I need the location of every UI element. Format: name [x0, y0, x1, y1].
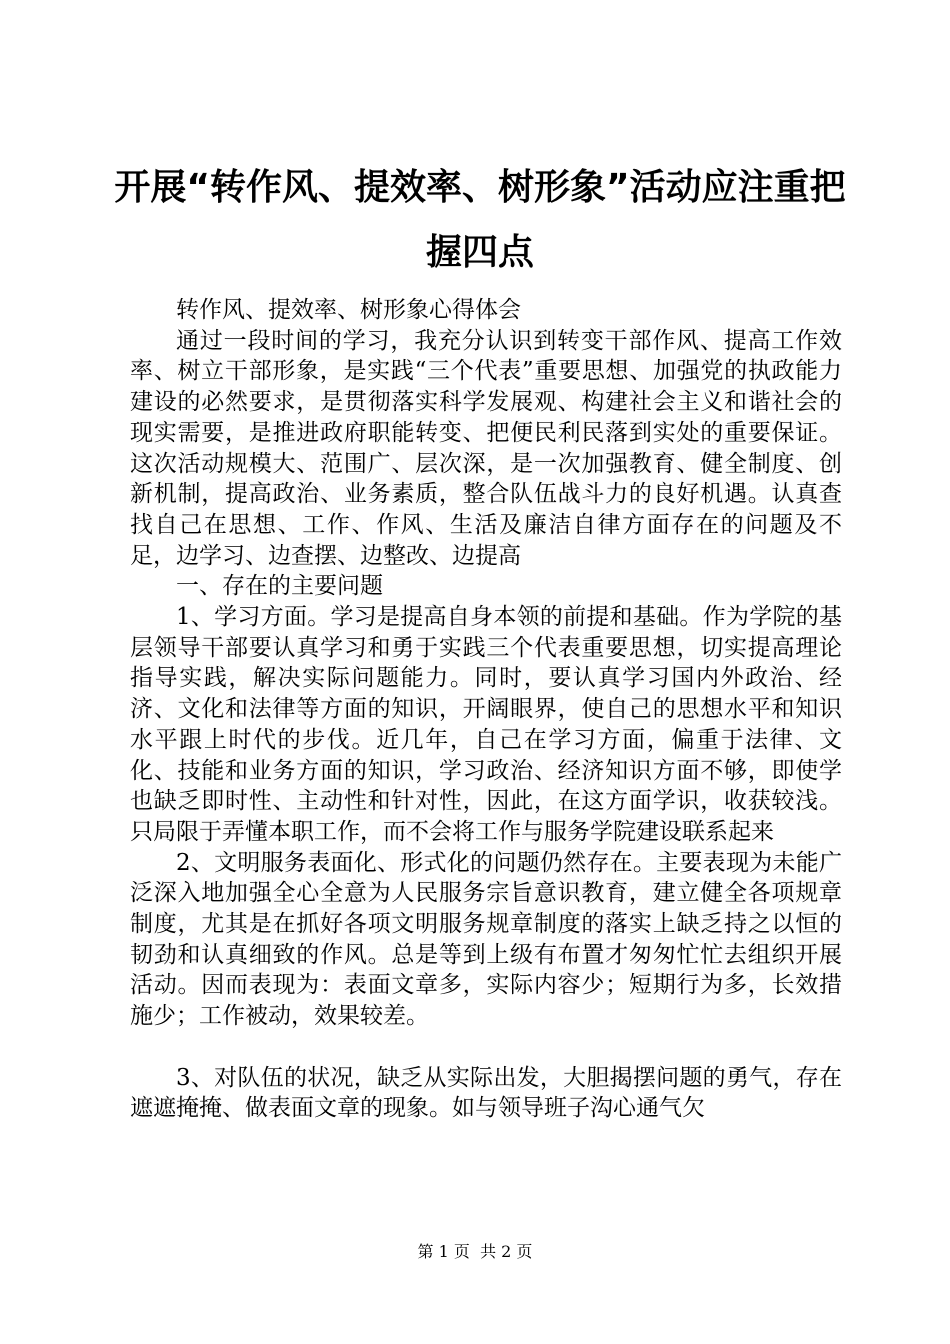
section-heading: 一、存在的主要问题 — [176, 573, 383, 600]
page-footer — [0, 1242, 950, 1262]
paragraph-team: 3、对队伍的状况，缺乏从实际出发，大胆揭摆问题的勇气，存在遮遮掩掩、做表面文章的现象。如与领导班子沟心通气欠 — [130, 1064, 842, 1122]
document-body — [130, 295, 842, 1124]
intro-paragraph: 通过一段时间的学习，我充分认识到转变干部作风、提高工作效率、树立干部形象，是实践“三个代表”重要思想、加强党的执政能力建设的必然要求，是贯彻落实科学发展观、构建社会主义和谐社会的现实需要，是推进政府职能转变、把便民利民落到实处的重要保证。这次活动规模大、范围广、层次深，是一次加强教育、健全制度、创新机制，提高政治、业务素质，整合队伍战斗力的良好机遇。认真查找自己在思想、工作、作风、生活及廉洁自律方面存在的问题及不足，边学习、边查摆、边整改、边提高 — [130, 327, 842, 569]
document-title: 开展“转作风、提效率、树形象”活动应注重把握四点 — [114, 167, 846, 273]
subtitle-paragraph: 转作风、提效率、树形象心得体会 — [176, 297, 521, 323]
paragraph-study: 1、学习方面。学习是提高自身本领的前提和基础。作为学院的基层领导干部要认真学习和勇于实践三个代表重要思想，切实提高理论指导实践，解决实际问题能力。同时，要认真学习国内外政治、经济、文化和法律等方面的知识，开阔眼界，使自己的思想水平和知识水平跟上时代的步伐。近几年，自己在学习方面，偏重于法律、文化、技能和业务方面的知识，学习政治、经济知识方面不够，即使学也缺乏即时性、主动性和针对性，因此，在这方面学识，收获较浅。只局限于弄懂本职工作，而不会将工作与服务学院建设联系起来 — [130, 604, 842, 845]
page-number: 第 1 页 共 2 页 — [417, 1242, 533, 1261]
paragraph-service: 2、文明服务表面化、形式化的问题仍然存在。主要表现为未能广泛深入地加强全心全意为人民服务宗旨意识教育，建立健全各项规章制度，尤其是在抓好各项文明服务规章制度的落实上缺乏持之以恒的韧劲和认真细致的作风。总是等到上级有布置才匆匆忙忙去组织开展活动。因而表现为：表面文章多，实际内容少；短期行为多，长效措施少；工作被动，效果较差。 — [130, 849, 842, 1030]
